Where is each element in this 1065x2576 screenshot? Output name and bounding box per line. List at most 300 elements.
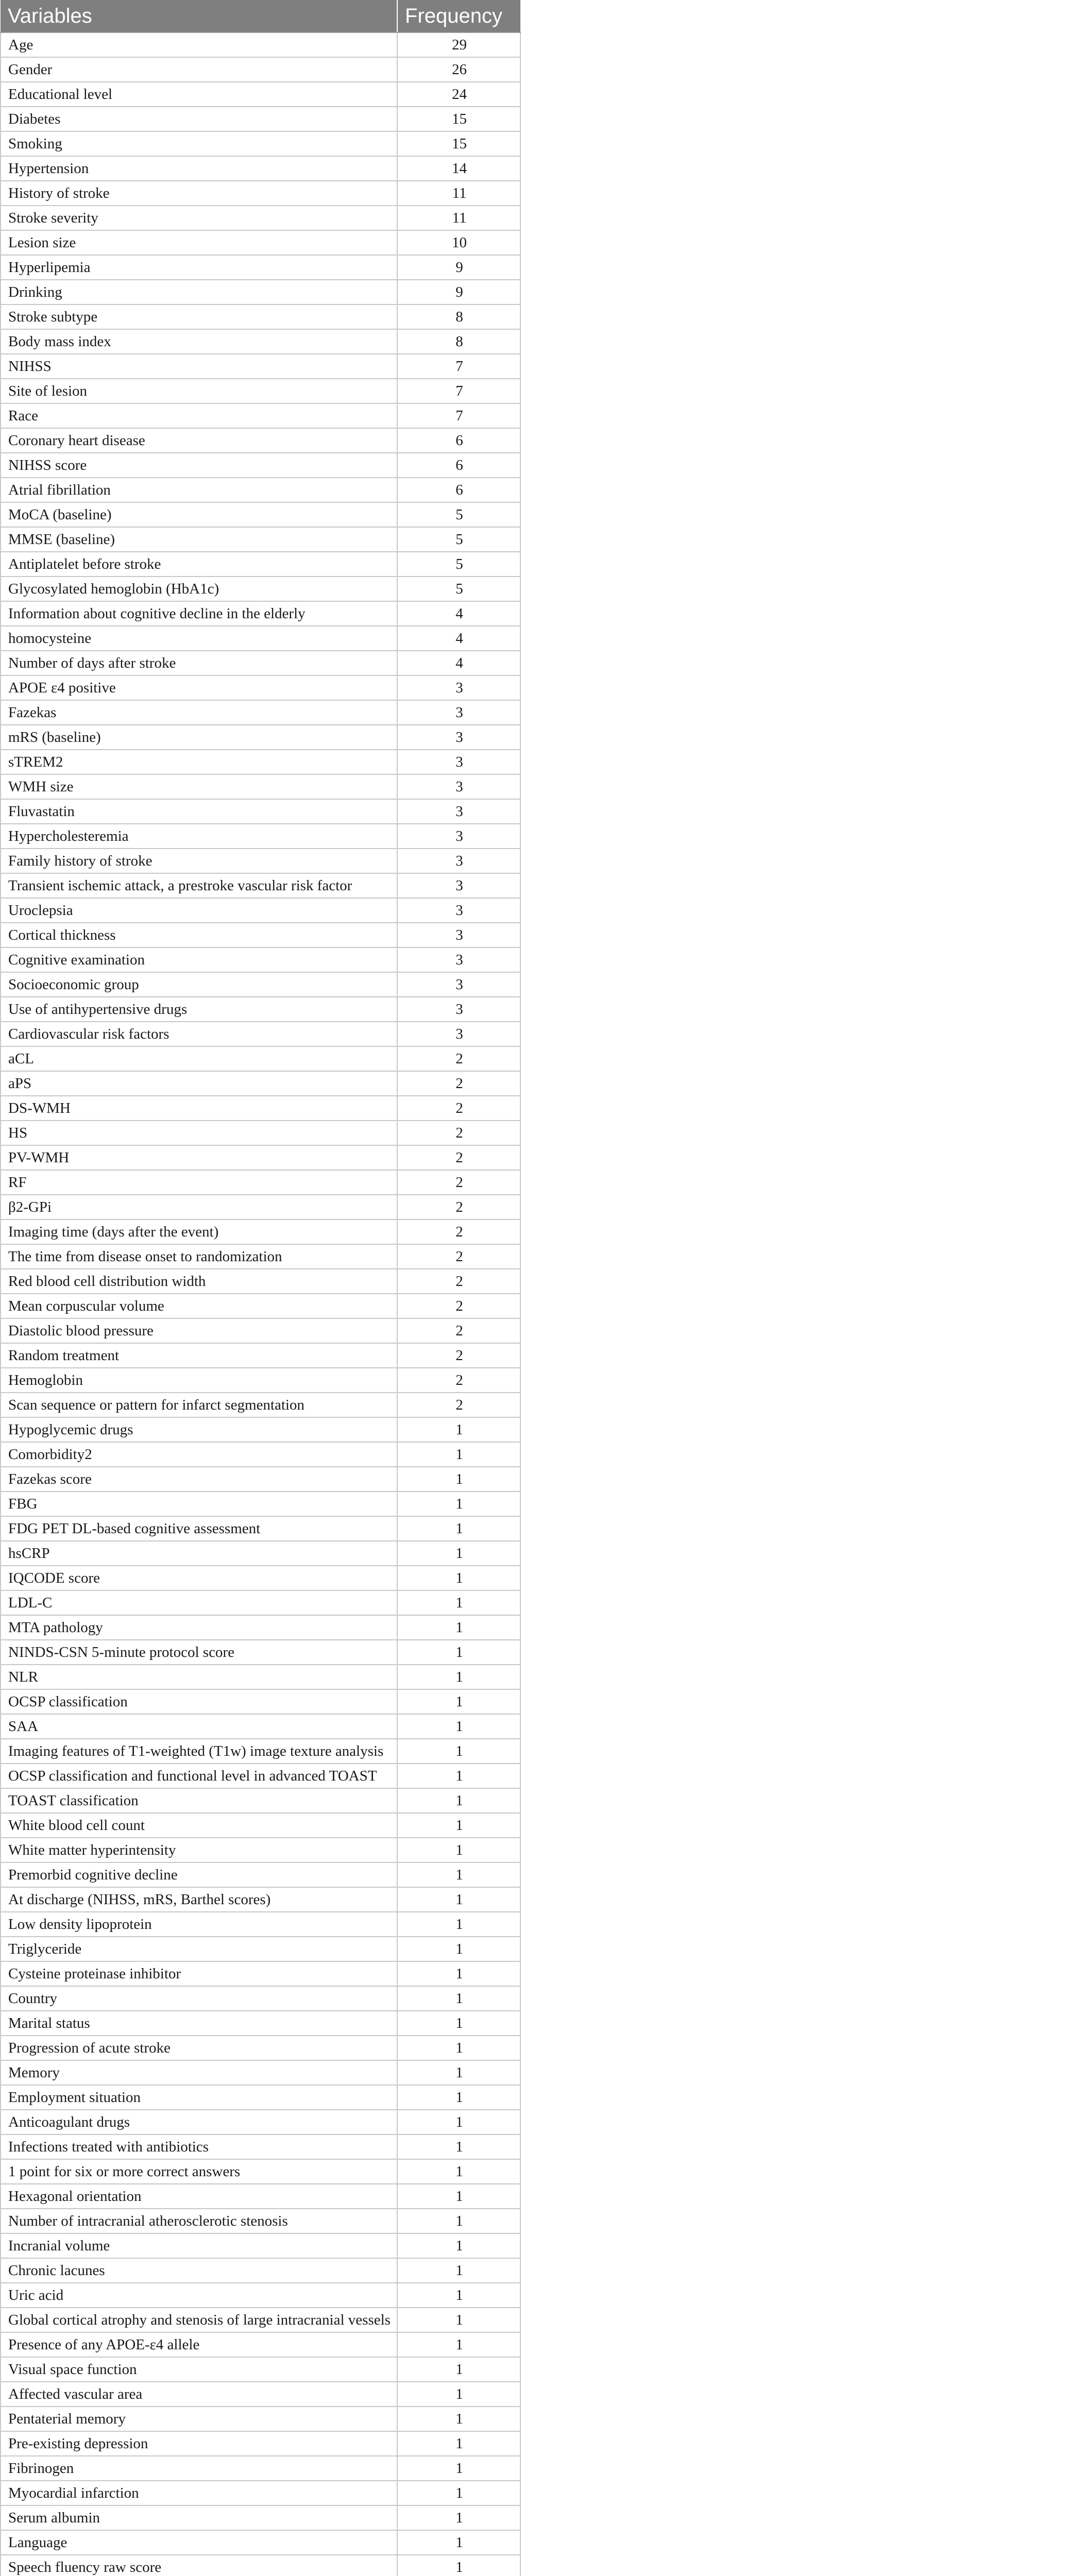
variable-cell: Cognitive examination <box>1 947 397 972</box>
variable-cell: Uroclepsia <box>1 898 397 923</box>
variable-cell: Gender <box>1 57 397 82</box>
variable-cell: Memory <box>1 2060 397 2085</box>
variable-cell: Cardiovascular risk factors <box>1 1022 397 1046</box>
variable-cell: Mean corpuscular volume <box>1 1294 397 1318</box>
frequency-cell: 1 <box>397 2110 520 2134</box>
variable-cell: Hypercholesteremia <box>1 824 397 849</box>
variable-cell: The time from disease onset to randomization <box>1 1244 397 1269</box>
frequency-cell: 15 <box>397 107 520 131</box>
table-row <box>1 774 520 799</box>
table-row <box>1 1813 520 1838</box>
variable-cell: Hyperlipemia <box>1 255 397 280</box>
variable-cell: Use of antihypertensive drugs <box>1 997 397 1022</box>
frequency-cell: 9 <box>397 280 520 304</box>
frequency-cell: 7 <box>397 379 520 403</box>
frequency-cell: 3 <box>397 849 520 873</box>
frequency-cell: 1 <box>397 1739 520 1764</box>
frequency-cell: 3 <box>397 824 520 849</box>
variable-cell: Cortical thickness <box>1 923 397 947</box>
table-row <box>1 1393 520 1417</box>
table-row <box>1 1764 520 1788</box>
variable-cell: History of stroke <box>1 181 397 206</box>
variable-cell: hsCRP <box>1 1541 397 1566</box>
variable-cell: Country <box>1 1986 397 2011</box>
table-row <box>1 1615 520 1640</box>
variable-cell: HS <box>1 1121 397 1145</box>
variable-cell: Language <box>1 2530 397 2555</box>
variable-cell: WMH size <box>1 774 397 799</box>
frequency-cell: 2 <box>397 1244 520 1269</box>
variable-cell: Global cortical atrophy and stenosis of large intracranial vessels <box>1 2308 397 2332</box>
frequency-cell: 1 <box>397 2505 520 2530</box>
table-row <box>1 2233 520 2258</box>
table-row <box>1 1590 520 1615</box>
variable-cell: aPS <box>1 1071 397 1096</box>
table-row <box>1 799 520 824</box>
frequency-cell: 2 <box>397 1219 520 1244</box>
variable-cell: Premorbid cognitive decline <box>1 1862 397 1887</box>
table-row <box>1 2209 520 2233</box>
table-row <box>1 32 520 57</box>
table-row <box>1 255 520 280</box>
table-row <box>1 2036 520 2060</box>
table-row <box>1 280 520 304</box>
variable-cell: FBG <box>1 1492 397 1516</box>
table-row <box>1 1343 520 1368</box>
frequency-cell: 1 <box>397 2258 520 2283</box>
frequency-cell: 1 <box>397 2555 520 2576</box>
variable-cell: RF <box>1 1170 397 1195</box>
frequency-cell: 1 <box>397 1862 520 1887</box>
variable-cell: Site of lesion <box>1 379 397 403</box>
variable-cell: Information about cognitive decline in the elderly <box>1 601 397 626</box>
variable-cell: Stroke severity <box>1 206 397 230</box>
frequency-cell: 1 <box>397 2530 520 2555</box>
variable-cell: PV-WMH <box>1 1145 397 1170</box>
frequency-cell: 3 <box>397 750 520 774</box>
table-row <box>1 156 520 181</box>
table-row <box>1 626 520 651</box>
variable-cell: Antiplatelet before stroke <box>1 552 397 577</box>
table-row <box>1 2481 520 2505</box>
frequency-cell: 3 <box>397 997 520 1022</box>
frequency-cell: 2 <box>397 1318 520 1343</box>
frequency-cell: 1 <box>397 2159 520 2184</box>
variable-cell: NINDS-CSN 5-minute protocol score <box>1 1640 397 1665</box>
variable-cell: Visual space function <box>1 2357 397 2382</box>
table-row <box>1 2184 520 2209</box>
frequency-cell: 1 <box>397 1615 520 1640</box>
table-row <box>1 2431 520 2456</box>
table-row <box>1 1640 520 1665</box>
table-body <box>1 32 520 2576</box>
frequency-cell: 1 <box>397 1665 520 1689</box>
table-row <box>1 1318 520 1343</box>
table-row <box>1 131 520 156</box>
variable-cell: Imaging time (days after the event) <box>1 1219 397 1244</box>
table-row <box>1 651 520 675</box>
variable-cell: Fibrinogen <box>1 2456 397 2481</box>
variable-cell: Myocardial infarction <box>1 2481 397 2505</box>
frequency-cell: 3 <box>397 1022 520 1046</box>
variable-cell: aCL <box>1 1046 397 1071</box>
frequency-cell: 2 <box>397 1393 520 1417</box>
frequency-cell: 1 <box>397 1937 520 1961</box>
variable-cell: NLR <box>1 1665 397 1689</box>
frequency-cell: 2 <box>397 1368 520 1393</box>
table-header-row <box>1 0 520 32</box>
variable-cell: β2-GPi <box>1 1195 397 1219</box>
table-row <box>1 2332 520 2357</box>
frequency-cell: 4 <box>397 626 520 651</box>
frequency-cell: 5 <box>397 527 520 552</box>
frequency-cell: 1 <box>397 2456 520 2481</box>
table-row <box>1 1912 520 1937</box>
frequency-cell: 3 <box>397 947 520 972</box>
frequency-cell: 1 <box>397 1912 520 1937</box>
frequency-cell: 4 <box>397 651 520 675</box>
variable-cell: Educational level <box>1 82 397 107</box>
variable-cell: SAA <box>1 1714 397 1739</box>
table-row <box>1 1368 520 1393</box>
frequency-cell: 2 <box>397 1046 520 1071</box>
frequency-cell: 1 <box>397 1838 520 1862</box>
frequency-cell: 1 <box>397 2233 520 2258</box>
variable-cell: Diastolic blood pressure <box>1 1318 397 1343</box>
table-row <box>1 379 520 403</box>
table-row <box>1 1417 520 1442</box>
frequency-cell: 1 <box>397 1813 520 1838</box>
frequency-cell: 1 <box>397 1788 520 1813</box>
table-row <box>1 972 520 997</box>
table-row <box>1 428 520 453</box>
variable-cell: Uric acid <box>1 2283 397 2308</box>
variable-cell: Imaging features of T1-weighted (T1w) image texture analysis <box>1 1739 397 1764</box>
variable-cell: 1 point for six or more correct answers <box>1 2159 397 2184</box>
table-row <box>1 873 520 898</box>
frequency-cell: 2 <box>397 1121 520 1145</box>
frequency-cell: 1 <box>397 2481 520 2505</box>
frequency-cell: 5 <box>397 577 520 601</box>
variable-cell: Number of days after stroke <box>1 651 397 675</box>
frequency-cell: 1 <box>397 1541 520 1566</box>
frequency-cell: 6 <box>397 478 520 502</box>
variable-cell: Socioeconomic group <box>1 972 397 997</box>
table-row <box>1 329 520 354</box>
frequency-cell: 1 <box>397 2431 520 2456</box>
table-row <box>1 1516 520 1541</box>
variable-cell: NIHSS <box>1 354 397 379</box>
frequency-cell: 1 <box>397 2357 520 2382</box>
variable-cell: Comorbidity2 <box>1 1442 397 1467</box>
variable-cell: Hypertension <box>1 156 397 181</box>
frequency-cell: 1 <box>397 1714 520 1739</box>
frequency-cell: 1 <box>397 1640 520 1665</box>
frequency-cell: 26 <box>397 57 520 82</box>
frequency-cell: 1 <box>397 1590 520 1615</box>
frequency-cell: 1 <box>397 1986 520 2011</box>
variable-cell: homocysteine <box>1 626 397 651</box>
table-row <box>1 2060 520 2085</box>
table-row <box>1 2134 520 2159</box>
frequency-cell: 2 <box>397 1145 520 1170</box>
table-row <box>1 1492 520 1516</box>
table-row <box>1 181 520 206</box>
table-row <box>1 2530 520 2555</box>
variable-cell: OCSP classification and functional level in advanced TOAST <box>1 1764 397 1788</box>
variables-frequency-table-wrapper <box>0 0 520 2576</box>
frequency-cell: 7 <box>397 403 520 428</box>
frequency-cell: 1 <box>397 2332 520 2357</box>
frequency-cell: 3 <box>397 898 520 923</box>
table-row <box>1 1714 520 1739</box>
variable-cell: Coronary heart disease <box>1 428 397 453</box>
variable-cell: Triglyceride <box>1 1937 397 1961</box>
table-row <box>1 2110 520 2134</box>
frequency-cell: 3 <box>397 700 520 725</box>
frequency-cell: 1 <box>397 2036 520 2060</box>
table-row <box>1 1269 520 1294</box>
frequency-cell: 1 <box>397 2406 520 2431</box>
table-row <box>1 750 520 774</box>
variable-cell: MMSE (baseline) <box>1 527 397 552</box>
table-row <box>1 725 520 750</box>
variable-cell: Random treatment <box>1 1343 397 1368</box>
table-row <box>1 552 520 577</box>
table-row <box>1 304 520 329</box>
variable-cell: White blood cell count <box>1 1813 397 1838</box>
variable-cell: At discharge (NIHSS, mRS, Barthel scores) <box>1 1887 397 1912</box>
variable-cell: Smoking <box>1 131 397 156</box>
variable-cell: Body mass index <box>1 329 397 354</box>
table-row <box>1 2382 520 2406</box>
table-row <box>1 601 520 626</box>
frequency-cell: 1 <box>397 1764 520 1788</box>
table-row <box>1 1170 520 1195</box>
variable-cell: Transient ischemic attack, a prestroke vascular risk factor <box>1 873 397 898</box>
table-row <box>1 1937 520 1961</box>
variable-cell: Scan sequence or pattern for infarct segmentation <box>1 1393 397 1417</box>
table-row <box>1 824 520 849</box>
frequency-cell: 3 <box>397 972 520 997</box>
frequency-cell: 3 <box>397 873 520 898</box>
table-row <box>1 57 520 82</box>
table-row <box>1 2258 520 2283</box>
frequency-cell: 1 <box>397 2085 520 2110</box>
variable-cell: NIHSS score <box>1 453 397 478</box>
frequency-cell: 11 <box>397 206 520 230</box>
variable-cell: Incranial volume <box>1 2233 397 2258</box>
table-row <box>1 1442 520 1467</box>
frequency-cell: 29 <box>397 32 520 57</box>
frequency-cell: 2 <box>397 1294 520 1318</box>
table-row <box>1 1244 520 1269</box>
frequency-cell: 3 <box>397 675 520 700</box>
table-row <box>1 1887 520 1912</box>
variable-cell: Number of intracranial atherosclerotic stenosis <box>1 2209 397 2233</box>
table-row <box>1 675 520 700</box>
table-row <box>1 1046 520 1071</box>
table-row <box>1 1467 520 1492</box>
frequency-cell: 7 <box>397 354 520 379</box>
table-row <box>1 2283 520 2308</box>
table-row <box>1 849 520 873</box>
variable-cell: Hexagonal orientation <box>1 2184 397 2209</box>
frequency-cell: 1 <box>397 2308 520 2332</box>
variable-cell: IQCODE score <box>1 1566 397 1590</box>
frequency-cell: 1 <box>397 1492 520 1516</box>
table-row <box>1 2011 520 2036</box>
frequency-cell: 1 <box>397 1442 520 1467</box>
frequency-cell: 1 <box>397 2011 520 2036</box>
frequency-cell: 2 <box>397 1195 520 1219</box>
variable-cell: MoCA (baseline) <box>1 502 397 527</box>
frequency-cell: 24 <box>397 82 520 107</box>
variable-cell: Family history of stroke <box>1 849 397 873</box>
frequency-cell: 1 <box>397 1516 520 1541</box>
variable-cell: mRS (baseline) <box>1 725 397 750</box>
column-header-frequency: Frequency <box>397 0 520 32</box>
variable-cell: MTA pathology <box>1 1615 397 1640</box>
table-row <box>1 403 520 428</box>
table-row <box>1 2456 520 2481</box>
frequency-cell: 1 <box>397 1689 520 1714</box>
table-row <box>1 453 520 478</box>
table-row <box>1 898 520 923</box>
frequency-cell: 8 <box>397 304 520 329</box>
variable-cell: Marital status <box>1 2011 397 2036</box>
table-row <box>1 1541 520 1566</box>
frequency-cell: 1 <box>397 2134 520 2159</box>
frequency-cell: 2 <box>397 1269 520 1294</box>
variable-cell: Low density lipoprotein <box>1 1912 397 1937</box>
variable-cell: Employment situation <box>1 2085 397 2110</box>
table-row <box>1 2406 520 2431</box>
frequency-cell: 3 <box>397 923 520 947</box>
frequency-cell: 15 <box>397 131 520 156</box>
frequency-cell: 1 <box>397 2209 520 2233</box>
variable-cell: Atrial fibrillation <box>1 478 397 502</box>
table-row <box>1 230 520 255</box>
variable-cell: Fazekas <box>1 700 397 725</box>
table-row <box>1 1566 520 1590</box>
frequency-cell: 3 <box>397 799 520 824</box>
table-row <box>1 1961 520 1986</box>
table-row <box>1 1121 520 1145</box>
table-row <box>1 1145 520 1170</box>
variable-cell: Age <box>1 32 397 57</box>
table-row <box>1 1294 520 1318</box>
variable-cell: OCSP classification <box>1 1689 397 1714</box>
table-row <box>1 700 520 725</box>
variable-cell: Fazekas score <box>1 1467 397 1492</box>
variable-cell: Red blood cell distribution width <box>1 1269 397 1294</box>
table-row <box>1 82 520 107</box>
frequency-cell: 2 <box>397 1096 520 1121</box>
frequency-cell: 2 <box>397 1071 520 1096</box>
frequency-cell: 1 <box>397 2060 520 2085</box>
frequency-cell: 8 <box>397 329 520 354</box>
table-row <box>1 997 520 1022</box>
variable-cell: Speech fluency raw score <box>1 2555 397 2576</box>
frequency-cell: 6 <box>397 453 520 478</box>
table-row <box>1 2505 520 2530</box>
table-row <box>1 206 520 230</box>
table-row <box>1 2555 520 2576</box>
frequency-cell: 1 <box>397 2382 520 2406</box>
variable-cell: Lesion size <box>1 230 397 255</box>
variable-cell: Serum albumin <box>1 2505 397 2530</box>
frequency-cell: 5 <box>397 552 520 577</box>
variable-cell: TOAST classification <box>1 1788 397 1813</box>
table-row <box>1 1986 520 2011</box>
variable-cell: DS-WMH <box>1 1096 397 1121</box>
frequency-cell: 4 <box>397 601 520 626</box>
table-row <box>1 502 520 527</box>
frequency-cell: 9 <box>397 255 520 280</box>
frequency-cell: 11 <box>397 181 520 206</box>
variable-cell: Chronic lacunes <box>1 2258 397 2283</box>
table-row <box>1 1022 520 1046</box>
variable-cell: Progression of acute stroke <box>1 2036 397 2060</box>
variable-cell: Drinking <box>1 280 397 304</box>
frequency-cell: 10 <box>397 230 520 255</box>
frequency-cell: 3 <box>397 725 520 750</box>
table-row <box>1 354 520 379</box>
table-row <box>1 1788 520 1813</box>
variable-cell: Affected vascular area <box>1 2382 397 2406</box>
variable-cell: APOE ε4 positive <box>1 675 397 700</box>
variable-cell: sTREM2 <box>1 750 397 774</box>
variable-cell: Diabetes <box>1 107 397 131</box>
frequency-cell: 2 <box>397 1343 520 1368</box>
table-row <box>1 527 520 552</box>
table-row <box>1 1665 520 1689</box>
variable-cell: Hypoglycemic drugs <box>1 1417 397 1442</box>
frequency-cell: 14 <box>397 156 520 181</box>
table-row <box>1 1862 520 1887</box>
frequency-cell: 1 <box>397 1887 520 1912</box>
table-row <box>1 1195 520 1219</box>
frequency-cell: 1 <box>397 2283 520 2308</box>
variables-frequency-table <box>0 0 521 2576</box>
table-row <box>1 1739 520 1764</box>
variable-cell: FDG PET DL-based cognitive assessment <box>1 1516 397 1541</box>
table-row <box>1 1219 520 1244</box>
table-row <box>1 2357 520 2382</box>
variable-cell: Presence of any APOE-ε4 allele <box>1 2332 397 2357</box>
table-row <box>1 2159 520 2184</box>
frequency-cell: 1 <box>397 1566 520 1590</box>
table-row <box>1 2085 520 2110</box>
variable-cell: Pentaterial memory <box>1 2406 397 2431</box>
table-row <box>1 947 520 972</box>
frequency-cell: 1 <box>397 1961 520 1986</box>
variable-cell: Cysteine proteinase inhibitor <box>1 1961 397 1986</box>
table-row <box>1 577 520 601</box>
table-row <box>1 478 520 502</box>
table-row <box>1 1689 520 1714</box>
table-row <box>1 1838 520 1862</box>
table-row <box>1 107 520 131</box>
table-row <box>1 1096 520 1121</box>
table-row <box>1 1071 520 1096</box>
frequency-cell: 1 <box>397 1467 520 1492</box>
frequency-cell: 1 <box>397 1417 520 1442</box>
variable-cell: Stroke subtype <box>1 304 397 329</box>
variable-cell: Hemoglobin <box>1 1368 397 1393</box>
frequency-cell: 5 <box>397 502 520 527</box>
